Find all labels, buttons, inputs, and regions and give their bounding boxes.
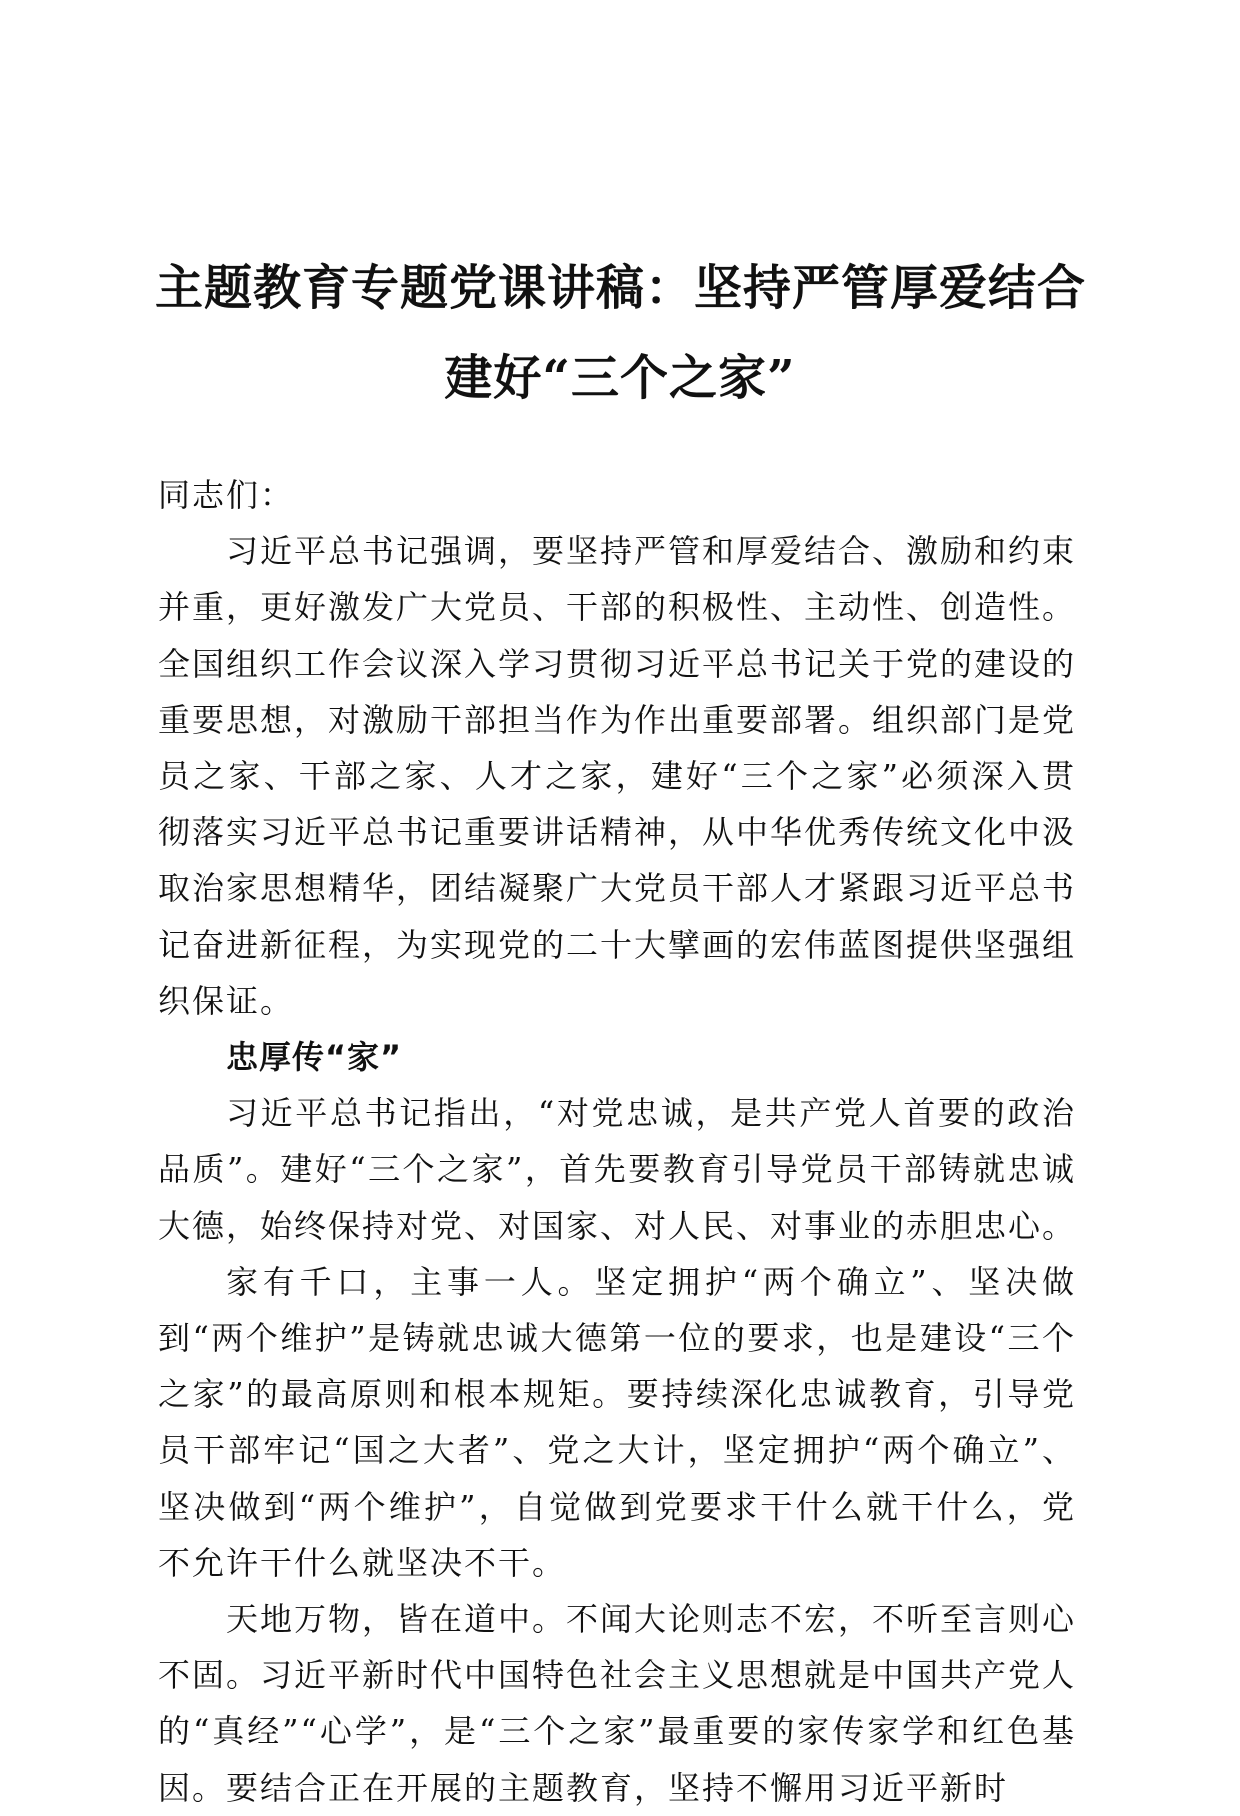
section-paragraph-2: 家有千口，主事一人。坚定拥护“两个确立”、坚决做到“两个维护”是铸就忠诚大德第一位的要求，也是建设“三个之家”的最高原则和根本规矩。要持续深化忠诚教育，引导党员干部牢记“国之大者”、党之大计，坚定拥护“两个确立”、坚决做到“两个维护”，自觉做到党要求干什么就干什么，党不允许干什么就坚决不干。 <box>158 1262 1076 1582</box>
document-body <box>158 467 1076 1816</box>
intro-paragraph: 习近平总书记强调，要坚持严管和厚爱结合、激励和约束并重，更好激发广大党员、干部的积极性、主动性、创造性。全国组织工作会议深入学习贯彻习近平总书记关于党的建设的重要思想，对激励干部担当作为作出重要部署。组织部门是党员之家、干部之家、人才之家，建好“三个之家”必须深入贯彻落实习近平总书记重要讲话精神，从中华优秀传统文化中汲取治家思想精华，团结凝聚广大党员干部人才紧跟习近平总书记奋进新征程，为实现党的二十大擘画的宏伟蓝图提供坚强组织保证。 <box>158 532 1077 1020</box>
section-paragraph-3: 天地万物，皆在道中。不闻大论则志不宏，不听至言则心不固。习近平新时代中国特色社会主义思想就是中国共产党人的“真经”“心学”，是“三个之家”最重要的家传家学和红色基因。要结合正在开展的主题教育，坚持不懈用习近平新时 <box>158 1600 1077 1807</box>
salutation: 同志们： <box>158 476 295 514</box>
section-paragraph-1: 习近平总书记指出，“对党忠诚，是共产党人首要的政治品质”。建好“三个之家”，首先要教育引导党员干部铸就忠诚大德，始终保持对党、对国家、对人民、对事业的赤胆忠心。 <box>158 1094 1077 1245</box>
document-title-line-1: 主题教育专题党课讲稿：坚持严管厚爱结合 <box>155 260 1087 316</box>
document-title-line-2: 建好“三个之家” <box>444 350 796 406</box>
section-heading: 忠厚传“家” <box>226 1038 403 1077</box>
